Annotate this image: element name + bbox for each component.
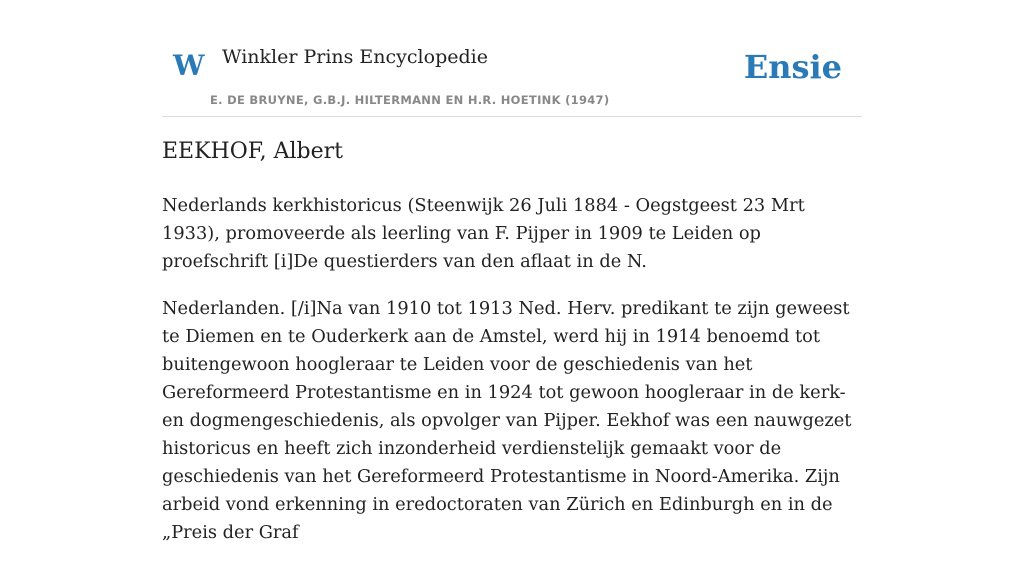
ensie-brand-link[interactable]: Ensie — [743, 48, 842, 86]
winkler-prins-logo-icon[interactable]: W — [173, 49, 205, 82]
entry-paragraph: Nederlanden. [/i]Na van 1910 tot 1913 Ned. Herv. predikant te zijn geweest te Diemen en te Ouderkerk aan de Amstel, werd hij in 1914 benoemd tot buitengewoon hoogleraar te Leiden voor de geschiedenis van het Gereformeerd Protestantisme en in 1924 tot gewoon hoogleraar in de kerk- en dogmengeschiedenis, als opvolger van Pijper. Eekhof was een nauwgezet historicus en heeft zich inzonderheid verdienstelijk gemaakt voor de geschiedenis van het Gereformeerd Protestantisme in Noord-Amerika. Zijn arbeid vond erkenning in eredoctoraten van Zürich en Edinburgh en in de „Preis der Graf — [162, 298, 852, 543]
entry-paragraph: Nederlands kerkhistoricus (Steenwijk 26 Juli 1884 - Oegstgeest 23 Mrt 1933), promoveerde als leerling van F. Pijper in 1909 te Leiden op proefschrift [i]De questierders van den aflaat in de N. — [162, 195, 805, 272]
site-header — [162, 0, 862, 117]
site-subtitle: E. DE BRUYNE, G.B.J. HILTERMANN EN H.R. HOETINK (1947) — [210, 93, 610, 107]
page-container — [162, 0, 862, 543]
entry-body — [162, 192, 862, 566]
entry-title: EEKHOF, Albert — [162, 139, 343, 164]
site-title[interactable]: Winkler Prins Encyclopedie — [222, 46, 488, 68]
